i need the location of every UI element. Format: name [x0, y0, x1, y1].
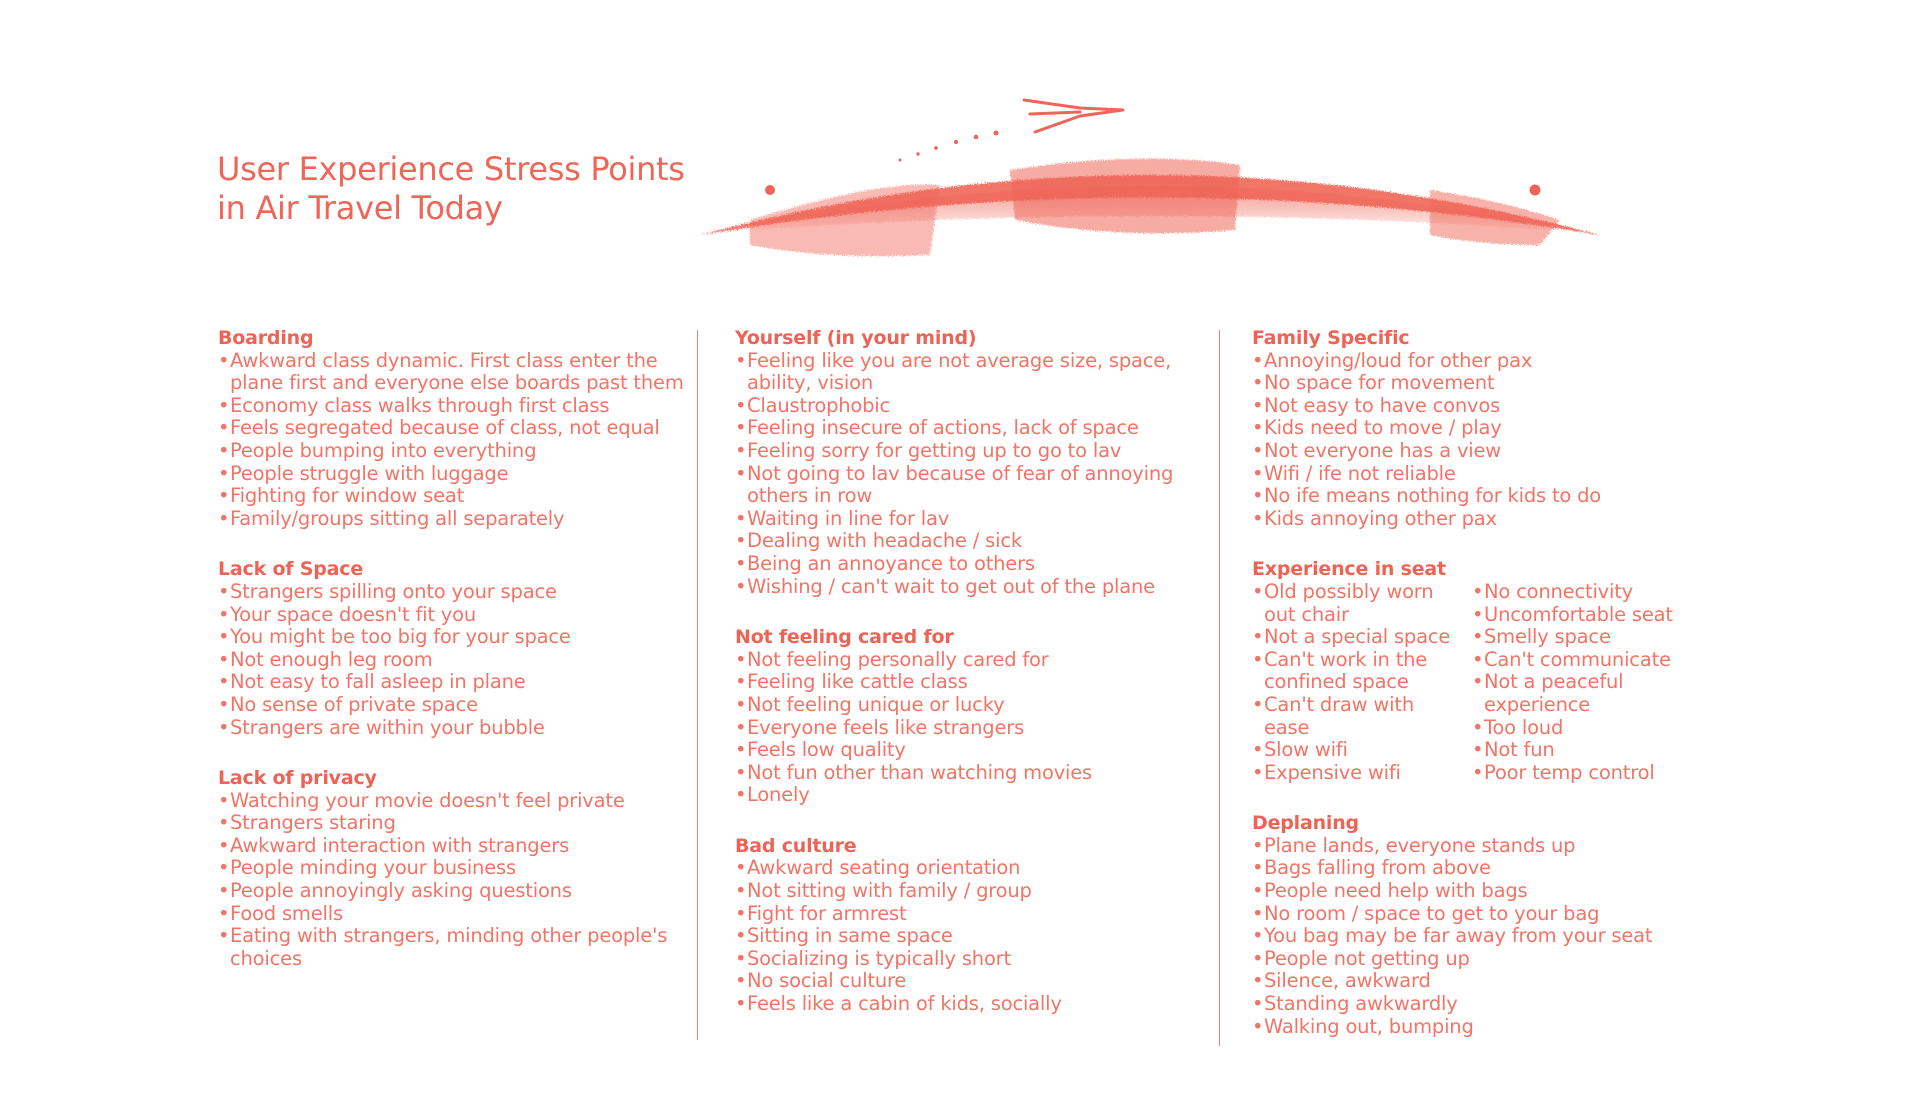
bullet-list	[218, 581, 688, 739]
column-divider-1	[697, 330, 698, 1040]
list-item: • Strangers staring	[218, 812, 688, 835]
list-item: • Strangers are within your bubble	[218, 717, 688, 740]
list-item: • People minding your business	[218, 857, 688, 880]
list-item: • Feels like a cabin of kids, socially	[735, 993, 1175, 1016]
column-3	[1252, 327, 1712, 1066]
list-item: • Everyone feels like strangers	[735, 717, 1175, 740]
list-item: • Watching your movie doesn't feel private	[218, 790, 688, 813]
list-item: • Too loud	[1472, 717, 1712, 740]
list-item: • No ife means nothing for kids to do	[1252, 485, 1712, 508]
bullet-list	[218, 790, 688, 971]
list-item: • People need help with bags	[1252, 880, 1712, 903]
list-item: • Not fun other than watching movies	[735, 762, 1175, 785]
bullet-list	[735, 350, 1175, 599]
bullet-list	[1252, 350, 1712, 531]
flight-trail	[899, 131, 999, 162]
list-item: • Lonely	[735, 784, 1175, 807]
section-bad-culture	[735, 835, 1175, 1016]
list-item: • Not feeling personally cared for	[735, 649, 1175, 672]
list-item: • Awkward interaction with strangers	[218, 835, 688, 858]
list-item: • Not fun	[1472, 739, 1712, 762]
list-item: • Food smells	[218, 903, 688, 926]
list-item: • Economy class walks through first class	[218, 395, 688, 418]
bullet-list-right	[1472, 581, 1712, 784]
column-2	[735, 327, 1175, 1044]
section-title: Experience in seat	[1252, 558, 1446, 581]
arrival-dot	[1530, 185, 1541, 196]
list-item: • Feeling insecure of actions, lack of space	[735, 417, 1175, 440]
section-title: Yourself (in your mind)	[735, 327, 977, 349]
list-item: • Poor temp control	[1472, 762, 1712, 785]
section-experience-in-seat	[1252, 558, 1712, 784]
list-item: • Strangers spilling onto your space	[218, 581, 688, 604]
list-item: • Annoying/loud for other pax	[1252, 350, 1712, 373]
bullet-list	[735, 649, 1175, 807]
list-item: • Can't communicate	[1472, 649, 1712, 672]
section-deplaning	[1252, 812, 1712, 1038]
bullet-list	[218, 350, 688, 531]
list-item: • Feeling like cattle class	[735, 671, 1175, 694]
list-item: • Waiting in line for lav	[735, 508, 1175, 531]
list-item: • Sitting in same space	[735, 925, 1175, 948]
list-item: • Plane lands, everyone stands up	[1252, 835, 1712, 858]
list-item: • Fight for armrest	[735, 903, 1175, 926]
list-item: • Not sitting with family / group	[735, 880, 1175, 903]
list-item: • Claustrophobic	[735, 395, 1175, 418]
list-item: • Bags falling from above	[1252, 857, 1712, 880]
list-item: • People struggle with luggage	[218, 463, 688, 486]
list-item: • No sense of private space	[218, 694, 688, 717]
bullet-list	[735, 857, 1175, 1015]
list-item: • Fighting for window seat	[218, 485, 688, 508]
list-item: • Slow wifi	[1252, 739, 1464, 762]
list-item: • Old possibly worn out chair	[1252, 581, 1464, 626]
list-item: • Not a peaceful experience	[1472, 671, 1712, 716]
list-item: • Not easy to fall asleep in plane	[218, 671, 688, 694]
list-item: • Expensive wifi	[1252, 762, 1464, 785]
section-yourself	[735, 327, 1175, 598]
page-title-line-1: User Experience Stress Points	[217, 150, 685, 188]
list-item: • Wishing / can't wait to get out of the plane	[735, 576, 1175, 599]
list-item: • Smelly space	[1472, 626, 1712, 649]
list-item: • Not enough leg room	[218, 649, 688, 672]
list-item: • Wifi / ife not reliable	[1252, 463, 1712, 486]
section-title: Lack of Space	[218, 558, 364, 581]
list-item: • You bag may be far away from your seat	[1252, 925, 1712, 948]
airplane-icon	[1024, 100, 1123, 132]
departure-dot	[765, 185, 775, 195]
section-lack-of-privacy	[218, 767, 688, 970]
section-title: Lack of privacy	[218, 767, 377, 790]
page-title	[217, 150, 685, 228]
column-divider-2	[1219, 330, 1220, 1046]
list-item: • Socializing is typically short	[735, 948, 1175, 971]
section-title: Family Specific	[1252, 327, 1410, 349]
list-item: • People bumping into everything	[218, 440, 688, 463]
list-item: • Can't work in the confined space	[1252, 649, 1464, 694]
section-title: Bad culture	[735, 834, 857, 857]
list-item: • No connectivity	[1472, 581, 1712, 604]
list-item: • No social culture	[735, 970, 1175, 993]
section-not-feeling-cared-for	[735, 626, 1175, 807]
list-item: • Dealing with headache / sick	[735, 530, 1175, 553]
list-item: • Awkward seating orientation	[735, 857, 1175, 880]
section-title: Not feeling cared for	[735, 626, 954, 649]
list-item: • Your space doesn't fit you	[218, 604, 688, 627]
list-item: • Not easy to have convos	[1252, 395, 1712, 418]
list-item: • You might be too big for your space	[218, 626, 688, 649]
list-item: • Awkward class dynamic. First class enter the plane first and everyone else boards past them	[218, 350, 688, 395]
page-title-line-2: in Air Travel Today	[217, 189, 503, 227]
list-item: • Feeling sorry for getting up to go to lav	[735, 440, 1175, 463]
flight-illustration	[680, 70, 1630, 290]
section-title: Deplaning	[1252, 812, 1359, 835]
list-item: • Silence, awkward	[1252, 970, 1712, 993]
list-item: • Family/groups sitting all separately	[218, 508, 688, 531]
list-item: • Uncomfortable seat	[1472, 604, 1712, 627]
list-item: • Eating with strangers, minding other people's choices	[218, 925, 688, 970]
section-family-specific	[1252, 327, 1712, 530]
list-item: • No space for movement	[1252, 372, 1712, 395]
column-1	[218, 327, 688, 998]
list-item: • Not going to lav because of fear of annoying others in row	[735, 463, 1175, 508]
bullet-list	[1252, 835, 1712, 1038]
list-item: • People annoyingly asking questions	[218, 880, 688, 903]
bullet-list-left	[1252, 581, 1464, 784]
list-item: • Feels low quality	[735, 739, 1175, 762]
list-item: • Can't draw with ease	[1252, 694, 1464, 739]
section-boarding	[218, 327, 688, 530]
list-item: • Feeling like you are not average size, space, ability, vision	[735, 350, 1175, 395]
list-item: • Standing awkwardly	[1252, 993, 1712, 1016]
list-item: • No room / space to get to your bag	[1252, 903, 1712, 926]
section-title: Boarding	[218, 327, 314, 349]
list-item: • Kids need to move / play	[1252, 417, 1712, 440]
list-item: • Not feeling unique or lucky	[735, 694, 1175, 717]
two-column-list	[1252, 581, 1712, 784]
list-item: • Walking out, bumping	[1252, 1016, 1712, 1039]
list-item: • Being an annoyance to others	[735, 553, 1175, 576]
list-item: • Not a special space	[1252, 626, 1464, 649]
list-item: • Not everyone has a view	[1252, 440, 1712, 463]
list-item: • People not getting up	[1252, 948, 1712, 971]
list-item: • Feels segregated because of class, not equal	[218, 417, 688, 440]
list-item: • Kids annoying other pax	[1252, 508, 1712, 531]
section-lack-of-space	[218, 558, 688, 739]
horizon-arc	[700, 159, 1600, 257]
